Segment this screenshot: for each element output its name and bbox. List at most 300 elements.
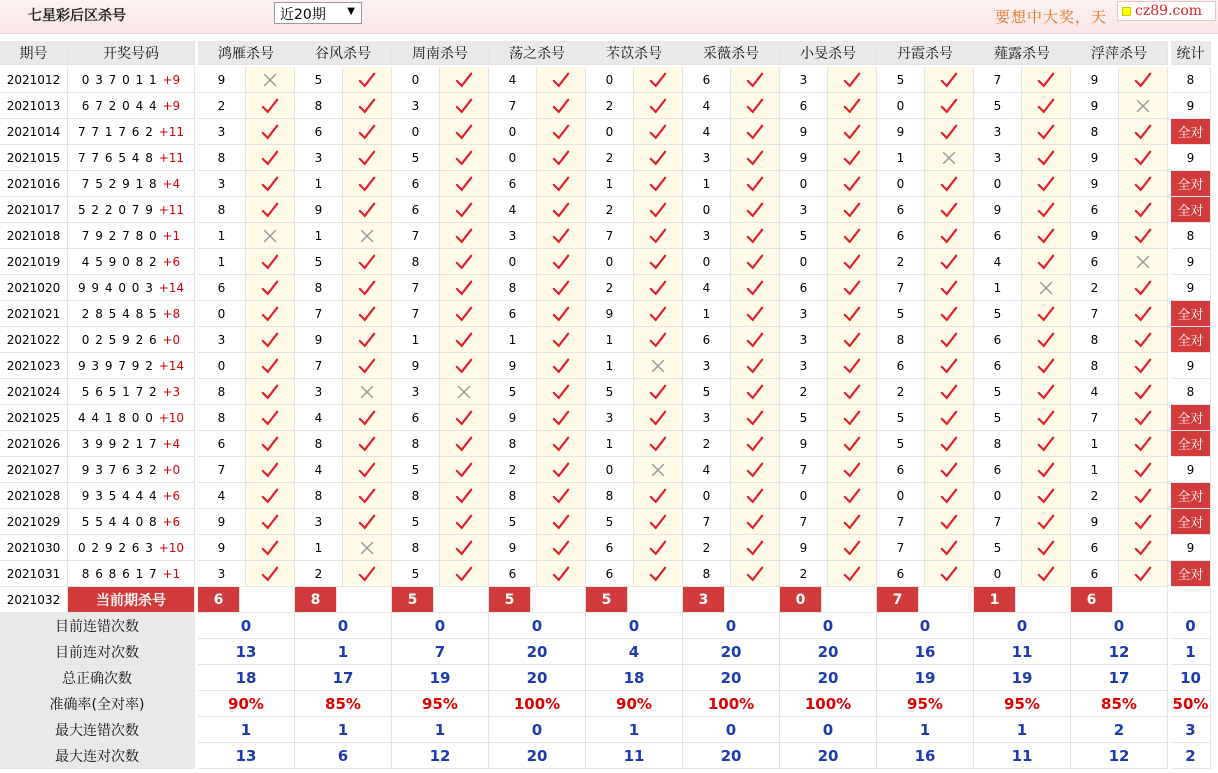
stat-count: 8 (1171, 67, 1211, 93)
stat-value: 11 (974, 743, 1071, 769)
period-select[interactable] (274, 2, 362, 24)
result-mark (634, 145, 683, 171)
check-icon (940, 565, 958, 583)
check-icon (940, 175, 958, 193)
kill-number: 9 (780, 431, 828, 457)
check-icon (649, 305, 667, 323)
result-mark (634, 483, 683, 509)
result-mark (343, 223, 392, 249)
result-mark (634, 561, 683, 587)
draw-digits: 5 6 5 1 7 2 (81, 384, 158, 399)
current-kill-label: 当前期杀号 (68, 587, 195, 613)
kill-number: 7 (974, 67, 1022, 93)
draw-digits: 9 3 7 6 3 2 (81, 462, 158, 477)
kill-number: 5 (489, 379, 537, 405)
result-mark (246, 119, 295, 145)
check-icon (843, 97, 861, 115)
check-icon (358, 97, 376, 115)
result-mark (1119, 119, 1168, 145)
draw-bonus: +1 (162, 566, 181, 581)
stat-value: 20 (489, 639, 586, 665)
issue-number: 2021028 (0, 483, 68, 509)
logo-text: cz89.com (1135, 3, 1203, 19)
check-icon (261, 409, 279, 427)
check-icon (746, 305, 764, 323)
result-mark (925, 93, 974, 119)
chevron-down-icon: ▼ (347, 6, 355, 17)
stat-value: 20 (780, 639, 877, 665)
result-mark (537, 223, 586, 249)
stat-value: 0 (489, 717, 586, 743)
result-mark (925, 223, 974, 249)
result-mark (731, 93, 780, 119)
current-kill-number: 8 (295, 587, 337, 613)
check-icon (1134, 227, 1152, 245)
kill-number: 2 (586, 93, 634, 119)
result-mark (1119, 353, 1168, 379)
result-mark (634, 379, 683, 405)
result-mark (440, 405, 489, 431)
check-icon (1037, 409, 1055, 427)
kill-number: 6 (489, 171, 537, 197)
draw-numbers (68, 535, 195, 561)
result-mark (246, 223, 295, 249)
all-correct-badge: 全对 (1171, 483, 1211, 509)
stat-value: 0 (974, 613, 1071, 639)
result-mark (343, 561, 392, 587)
check-icon (1134, 305, 1152, 323)
result-mark (343, 327, 392, 353)
check-icon (261, 175, 279, 193)
check-icon (1037, 123, 1055, 141)
kill-number: 4 (295, 457, 343, 483)
draw-digits: 9 3 9 7 9 2 (77, 358, 154, 373)
check-icon (1134, 513, 1152, 531)
kill-number: 1 (683, 171, 731, 197)
check-icon (843, 201, 861, 219)
check-icon (843, 409, 861, 427)
result-mark (828, 301, 877, 327)
kill-number: 9 (198, 509, 246, 535)
result-mark (828, 509, 877, 535)
kill-number: 9 (586, 301, 634, 327)
draw-digits: 5 5 4 4 0 8 (81, 514, 158, 529)
stat-value: 0 (1071, 613, 1168, 639)
kill-number: 5 (877, 431, 925, 457)
result-mark (731, 119, 780, 145)
kill-number: 3 (683, 223, 731, 249)
kill-number: 7 (392, 275, 440, 301)
draw-numbers (68, 171, 195, 197)
kill-number: 2 (586, 197, 634, 223)
draw-digits: 0 2 5 9 2 6 (81, 332, 158, 347)
result-mark (537, 405, 586, 431)
result-mark (828, 431, 877, 457)
cross-icon (261, 71, 279, 89)
kill-number: 3 (683, 145, 731, 171)
current-kill-blank (337, 587, 392, 613)
check-icon (1134, 409, 1152, 427)
check-icon (649, 487, 667, 505)
header-stat: 统计 (1171, 41, 1211, 65)
kill-number: 5 (974, 535, 1022, 561)
result-mark (343, 457, 392, 483)
kill-number: 7 (780, 457, 828, 483)
stat-value: 20 (489, 743, 586, 769)
result-mark (731, 249, 780, 275)
check-icon (261, 305, 279, 323)
kill-number: 5 (295, 249, 343, 275)
result-mark (246, 509, 295, 535)
result-mark (537, 145, 586, 171)
result-mark (731, 223, 780, 249)
kill-number: 3 (683, 353, 731, 379)
kill-number: 8 (1071, 119, 1119, 145)
kill-number: 6 (586, 561, 634, 587)
result-mark (343, 405, 392, 431)
cross-icon (261, 227, 279, 245)
kill-number: 0 (877, 483, 925, 509)
check-icon (843, 487, 861, 505)
stat-value-total: 2 (1171, 743, 1211, 769)
kill-number: 1 (974, 275, 1022, 301)
stat-label: 准确率(全对率) (0, 691, 195, 717)
kill-number: 2 (586, 275, 634, 301)
kill-number: 2 (780, 379, 828, 405)
all-correct-badge: 全对 (1171, 327, 1211, 353)
check-icon (649, 71, 667, 89)
check-icon (1037, 565, 1055, 583)
kill-number: 7 (586, 223, 634, 249)
check-icon (261, 383, 279, 401)
stat-count: 9 (1171, 457, 1211, 483)
check-icon (455, 149, 473, 167)
kill-number: 8 (198, 197, 246, 223)
kill-number: 8 (489, 275, 537, 301)
check-icon (455, 539, 473, 557)
result-mark (343, 509, 392, 535)
issue-number: 2021015 (0, 145, 68, 171)
cross-icon (358, 227, 376, 245)
stat-label: 最大连对次数 (0, 743, 195, 769)
all-correct-badge: 全对 (1171, 405, 1211, 431)
check-icon (1134, 435, 1152, 453)
kill-number: 6 (683, 67, 731, 93)
cross-icon (1134, 97, 1152, 115)
check-icon (455, 513, 473, 531)
result-mark (1022, 535, 1071, 561)
check-icon (1134, 383, 1152, 401)
kill-number: 5 (877, 405, 925, 431)
result-mark (440, 535, 489, 561)
logo-square-icon (1122, 7, 1131, 16)
stat-count: 9 (1171, 275, 1211, 301)
header-killer-2: 周南杀号 (392, 41, 489, 65)
result-mark (634, 431, 683, 457)
check-icon (940, 461, 958, 479)
result-mark (828, 249, 877, 275)
kill-number: 3 (974, 119, 1022, 145)
header-killer-0: 鸿雁杀号 (198, 41, 295, 65)
check-icon (358, 487, 376, 505)
result-mark (1022, 431, 1071, 457)
result-mark (1119, 145, 1168, 171)
kill-number: 6 (392, 405, 440, 431)
check-icon (552, 435, 570, 453)
check-icon (649, 331, 667, 349)
result-mark (731, 327, 780, 353)
all-correct-badge: 全对 (1171, 301, 1211, 327)
check-icon (843, 279, 861, 297)
result-mark (634, 197, 683, 223)
draw-bonus: +14 (158, 280, 185, 295)
result-mark (1119, 301, 1168, 327)
result-mark (440, 483, 489, 509)
kill-number: 4 (1071, 379, 1119, 405)
kill-number: 4 (683, 275, 731, 301)
draw-bonus: +0 (162, 462, 181, 477)
result-mark (440, 249, 489, 275)
result-mark (731, 301, 780, 327)
result-mark (925, 483, 974, 509)
result-mark (537, 483, 586, 509)
check-icon (746, 409, 764, 427)
kill-number: 0 (198, 301, 246, 327)
check-icon (455, 175, 473, 193)
kill-number: 6 (974, 353, 1022, 379)
check-icon (1037, 461, 1055, 479)
kill-number: 1 (489, 327, 537, 353)
result-mark (1022, 197, 1071, 223)
check-icon (261, 357, 279, 375)
kill-number: 2 (683, 535, 731, 561)
kill-number: 7 (392, 301, 440, 327)
check-icon (940, 539, 958, 557)
kill-number: 4 (683, 457, 731, 483)
check-icon (746, 253, 764, 271)
kill-number: 1 (392, 327, 440, 353)
draw-bonus: +9 (162, 98, 181, 113)
result-mark (828, 353, 877, 379)
result-mark (343, 145, 392, 171)
stat-value: 90% (586, 691, 683, 717)
kill-number: 6 (683, 327, 731, 353)
result-mark (440, 509, 489, 535)
stat-count: 9 (1171, 535, 1211, 561)
check-icon (1134, 461, 1152, 479)
kill-number: 7 (1071, 301, 1119, 327)
kill-number: 2 (780, 561, 828, 587)
check-icon (358, 565, 376, 583)
site-logo[interactable] (1117, 1, 1216, 21)
stat-count: 9 (1171, 353, 1211, 379)
check-icon (843, 149, 861, 167)
result-mark (1022, 223, 1071, 249)
check-icon (358, 331, 376, 349)
check-icon (358, 123, 376, 141)
check-icon (455, 331, 473, 349)
kill-number: 8 (392, 483, 440, 509)
result-mark (828, 275, 877, 301)
draw-numbers (68, 275, 195, 301)
result-mark (1119, 509, 1168, 535)
draw-bonus: +10 (158, 540, 185, 555)
current-kill-number: 0 (780, 587, 822, 613)
result-mark (537, 431, 586, 457)
all-correct-badge: 全对 (1171, 197, 1211, 223)
check-icon (1134, 175, 1152, 193)
check-icon (455, 487, 473, 505)
kill-number: 9 (198, 535, 246, 561)
result-mark (634, 67, 683, 93)
draw-numbers (68, 197, 195, 223)
kill-number: 9 (1071, 171, 1119, 197)
result-mark (1022, 379, 1071, 405)
draw-bonus: +14 (158, 358, 185, 373)
check-icon (1134, 149, 1152, 167)
result-mark (343, 535, 392, 561)
kill-number: 2 (877, 379, 925, 405)
result-mark (537, 379, 586, 405)
result-mark (343, 119, 392, 145)
stat-count: 9 (1171, 249, 1211, 275)
result-mark (246, 197, 295, 223)
check-icon (358, 201, 376, 219)
kill-number: 9 (1071, 93, 1119, 119)
current-kill-number: 1 (974, 587, 1016, 613)
kill-number: 3 (586, 405, 634, 431)
result-mark (343, 301, 392, 327)
kill-number: 5 (392, 561, 440, 587)
stat-value: 1 (295, 717, 392, 743)
kill-number: 2 (295, 561, 343, 587)
kill-number: 3 (198, 119, 246, 145)
check-icon (552, 357, 570, 375)
result-mark (440, 119, 489, 145)
check-icon (455, 227, 473, 245)
header-killer-4: 芣苡杀号 (586, 41, 683, 65)
check-icon (746, 97, 764, 115)
check-icon (261, 331, 279, 349)
kill-number: 0 (683, 197, 731, 223)
check-icon (261, 461, 279, 479)
check-icon (261, 565, 279, 583)
kill-number: 7 (877, 535, 925, 561)
kill-number: 6 (1071, 561, 1119, 587)
result-mark (634, 223, 683, 249)
check-icon (649, 227, 667, 245)
result-mark (440, 67, 489, 93)
kill-number: 7 (198, 457, 246, 483)
result-mark (1022, 405, 1071, 431)
result-mark (343, 483, 392, 509)
stat-value: 0 (683, 717, 780, 743)
kill-number: 0 (683, 483, 731, 509)
stat-value: 100% (683, 691, 780, 717)
stat-value-total: 3 (1171, 717, 1211, 743)
kill-number: 8 (392, 431, 440, 457)
header-killer-3: 荡之杀号 (489, 41, 586, 65)
check-icon (940, 513, 958, 531)
draw-numbers (68, 353, 195, 379)
current-kill-number: 6 (198, 587, 240, 613)
result-mark (537, 327, 586, 353)
check-icon (552, 513, 570, 531)
check-icon (358, 253, 376, 271)
issue-number: 2021016 (0, 171, 68, 197)
check-icon (358, 175, 376, 193)
kill-number: 6 (392, 197, 440, 223)
result-mark (246, 353, 295, 379)
stat-value: 85% (295, 691, 392, 717)
stat-value: 0 (586, 613, 683, 639)
kill-number: 8 (198, 379, 246, 405)
kill-number: 1 (198, 249, 246, 275)
result-mark (925, 197, 974, 223)
result-mark (828, 197, 877, 223)
check-icon (843, 331, 861, 349)
check-icon (843, 383, 861, 401)
result-mark (1022, 119, 1071, 145)
check-icon (552, 227, 570, 245)
result-mark (731, 535, 780, 561)
stat-value: 13 (198, 743, 295, 769)
kill-number: 9 (1071, 145, 1119, 171)
result-mark (925, 301, 974, 327)
current-kill-blank (822, 587, 877, 613)
current-kill-number: 6 (1071, 587, 1113, 613)
check-icon (940, 123, 958, 141)
kill-number: 0 (586, 67, 634, 93)
result-mark (1119, 327, 1168, 353)
check-icon (1037, 201, 1055, 219)
check-icon (746, 279, 764, 297)
header-killer-5: 采薇杀号 (683, 41, 780, 65)
check-icon (746, 565, 764, 583)
stat-value: 13 (198, 639, 295, 665)
check-icon (1037, 149, 1055, 167)
check-icon (261, 149, 279, 167)
result-mark (925, 67, 974, 93)
kill-number: 6 (1071, 535, 1119, 561)
result-mark (634, 509, 683, 535)
issue-number: 2021018 (0, 223, 68, 249)
result-mark (828, 535, 877, 561)
all-correct-badge: 全对 (1171, 561, 1211, 587)
result-mark (1119, 535, 1168, 561)
kill-number: 6 (974, 327, 1022, 353)
result-mark (537, 67, 586, 93)
stat-label: 目前连对次数 (0, 639, 195, 665)
check-icon (1037, 175, 1055, 193)
kill-number: 3 (489, 223, 537, 249)
kill-number: 3 (683, 405, 731, 431)
stat-count: 9 (1171, 145, 1211, 171)
result-mark (246, 431, 295, 457)
result-mark (828, 561, 877, 587)
draw-numbers (68, 509, 195, 535)
check-icon (649, 513, 667, 531)
kill-number: 5 (392, 457, 440, 483)
kill-number: 6 (877, 561, 925, 587)
kill-number: 4 (974, 249, 1022, 275)
result-mark (1119, 67, 1168, 93)
check-icon (455, 357, 473, 375)
kill-number: 0 (489, 249, 537, 275)
kill-number: 2 (877, 249, 925, 275)
result-mark (440, 457, 489, 483)
result-mark (1022, 353, 1071, 379)
